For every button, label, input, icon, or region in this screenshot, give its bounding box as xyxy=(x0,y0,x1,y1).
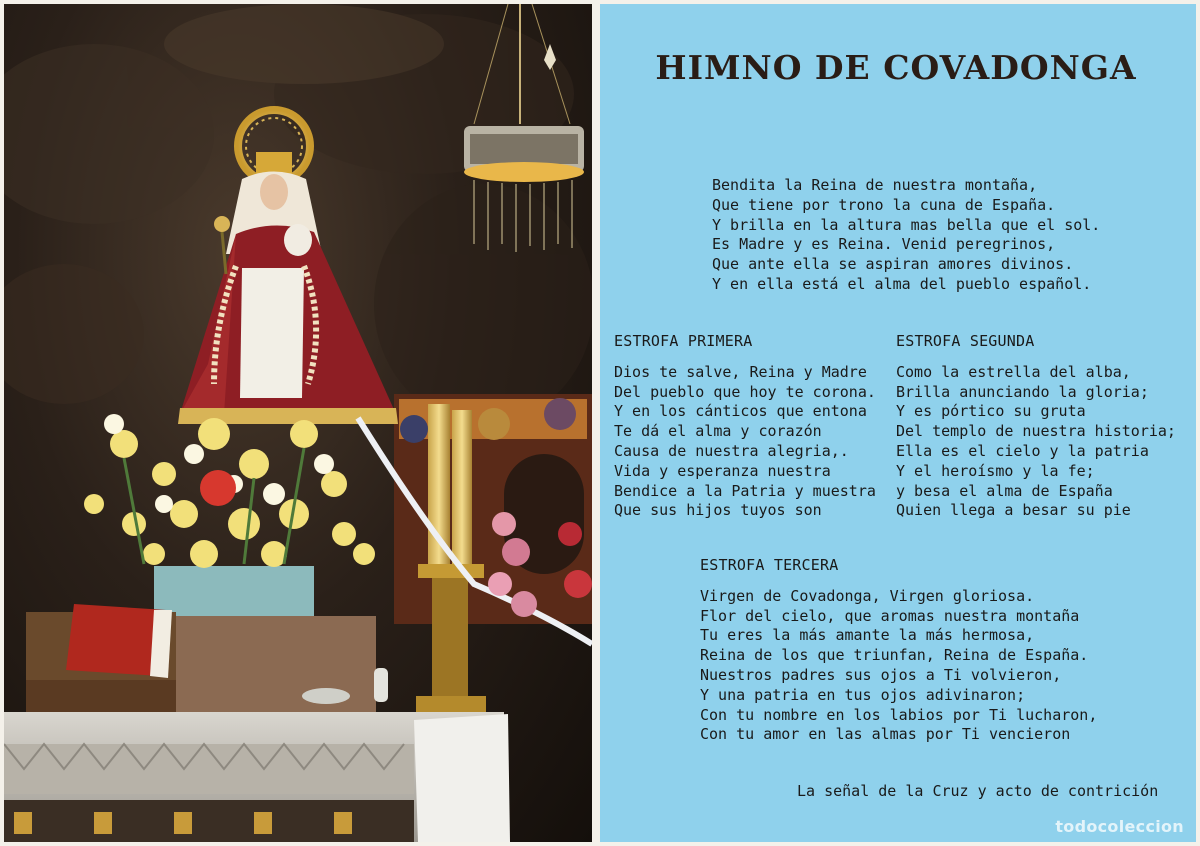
stanza-line: Reina de los que triunfan, Reina de España. xyxy=(700,646,1089,665)
stanza-line: Nuestros padres sus ojos a Ti volvieron, xyxy=(700,665,1062,684)
stanza-line: y besa el alma de España xyxy=(896,481,1113,500)
stanza-line: Dios te salve, Reina y Madre xyxy=(614,362,867,381)
first-stanza xyxy=(614,332,876,521)
stanza-line: Quien llega a besar su pie xyxy=(896,501,1131,520)
hymn-panel xyxy=(600,4,1196,842)
chorus-line: Es Madre y es Reina. Venid peregrinos, xyxy=(712,235,1056,254)
altar xyxy=(4,712,510,842)
stanza-line: Tu eres la más amante la más hermosa, xyxy=(700,626,1035,645)
stanza-line: Causa de nuestra alegria,. xyxy=(614,441,849,460)
hymn-title: HIMNO DE COVADONGA xyxy=(655,48,1137,87)
chorus-line: Que tiene por trono la cuna de España. xyxy=(712,195,1056,214)
stanza-line: Brilla anunciando la gloria; xyxy=(896,382,1149,401)
stanza-line: Bendice a la Patria y muestra xyxy=(614,481,876,500)
stanza-line: Del templo de nuestra historia; xyxy=(896,422,1176,441)
chorus-line: Y brilla en la altura mas bella que el sol. xyxy=(712,215,1101,234)
stanza-heading: ESTROFA TERCERA xyxy=(700,556,839,574)
chorus-stanza xyxy=(712,176,1100,295)
stanza-line: Y una patria en tus ojos adivinaron; xyxy=(700,685,1026,704)
stanza-line: Flor del cielo, que aromas nuestra montaña xyxy=(700,606,1080,625)
second-stanza xyxy=(896,332,1176,521)
virgin-of-covadonga-photo xyxy=(4,4,592,842)
stanza-line: Y es pórtico su gruta xyxy=(896,402,1086,421)
stanza-line: Como la estrella del alba, xyxy=(896,362,1131,381)
stanza-line: Y el heroísmo y la fe; xyxy=(896,461,1095,480)
stanza-line: Y en los cánticos que entona xyxy=(614,402,867,421)
stanza-heading: ESTROFA PRIMERA xyxy=(614,332,753,350)
stanza-line: Virgen de Covadonga, Virgen gloriosa. xyxy=(700,586,1035,605)
watermark-logo: todocoleccion xyxy=(1055,817,1184,836)
closing-line: La señal de la Cruz y acto de contrición xyxy=(797,782,1159,800)
stanza-line: Que sus hijos tuyos son xyxy=(614,501,822,520)
third-stanza xyxy=(700,556,1097,745)
stanza-heading: ESTROFA SEGUNDA xyxy=(896,332,1035,350)
missal-book xyxy=(26,604,196,720)
stanza-line: Vida y esperanza nuestra xyxy=(614,461,831,480)
stanza-line: Del pueblo que hoy te corona. xyxy=(614,382,876,401)
flower-arrangement xyxy=(84,414,375,616)
stanza-line: Con tu amor en las almas por Ti vencieron xyxy=(700,725,1071,744)
chorus-line: Y en ella está el alma del pueblo español. xyxy=(712,274,1092,293)
chorus-line: Bendita la Reina de nuestra montaña, xyxy=(712,176,1038,194)
stanza-line: Con tu nombre en los labios por Ti lucharon, xyxy=(700,705,1098,724)
stanza-line: Ella es el cielo y la patria xyxy=(896,441,1149,460)
chorus-line: Que ante ella se aspiran amores divinos. xyxy=(712,255,1074,274)
stanza-line: Te dá el alma y corazón xyxy=(614,422,822,441)
